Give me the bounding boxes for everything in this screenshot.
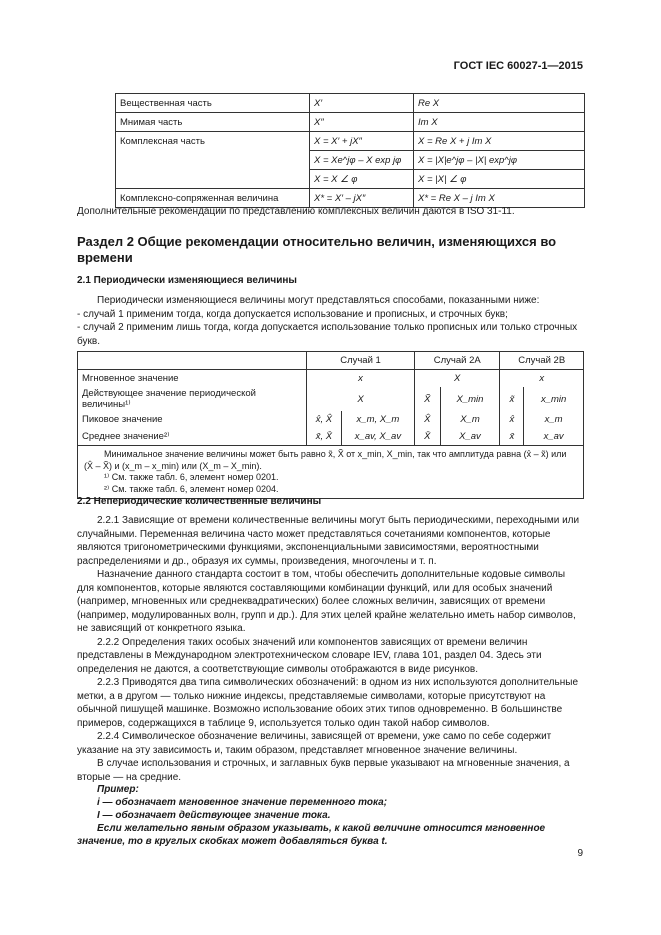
table-cell: X_m xyxy=(440,411,500,428)
table-cell: X = |X| ∠ φ xyxy=(414,170,585,189)
table-note xyxy=(78,446,584,499)
paragraph xyxy=(77,294,584,348)
table-cell: Re X xyxy=(414,94,585,113)
table-cell: Мгновенное значение xyxy=(78,370,307,388)
paragraph-text: 2.2.2 Определения таких особых значений или компонентов зависящих от времени величин представлены в Международном электротехническом словаре IEV, глава 101, раздел 04. Здесь эти определения не даются, а соответствующие символы отображаются в виде рисунков. xyxy=(77,636,542,675)
table-cell: X = X ∠ φ xyxy=(310,170,414,189)
table-cell: X* = Re X – j Im X xyxy=(414,189,585,208)
table-cell: X = |X|e^jφ – |X| exp^jφ xyxy=(414,151,585,170)
section-title: Раздел 2 Общие рекомендации относительно величин, изменяющихся во времени xyxy=(77,234,557,265)
table-cell: X̄ xyxy=(415,428,441,446)
table-cell: x_av, X_av xyxy=(341,428,414,446)
table-cell: Im X xyxy=(414,113,585,132)
table-cell xyxy=(116,151,310,170)
paragraph-text: 2.2.3 Приводятся два типа символических обозначений: в одном из них используются дополнительные метки, а в другом — только нижние индексы, представляемые символами, которые присутствуют на обычной пишущей машинке. Возможно использование обоих этих типов одновременно. В большинстве примеров, содержащихся в таблице 9, используется только один такой набор символов. xyxy=(77,677,579,729)
paragraph xyxy=(77,514,584,784)
table-cell: X = Xe^jφ – X exp jφ xyxy=(310,151,414,170)
table-cell: Комплексно-сопряженная величина xyxy=(116,189,310,208)
table-cell: x̃ xyxy=(500,387,524,411)
subsection-title: 2.1 Периодически изменяющиеся величины xyxy=(77,275,297,286)
example-line: i — обозначает мгновенное значение переменного тока; xyxy=(97,797,388,808)
table-cell xyxy=(116,170,310,189)
table-note-line: Минимальное значение величины может быть равно x̃, X̃ от x_min, X_min, так что амплитуда равна (x̂ – x̃) или (X̂ – X̃) и (x_m – x_min) или (X_m – X_min). xyxy=(84,449,567,471)
table-cell: x_av xyxy=(524,428,584,446)
table-cell: X* = X′ – jX″ xyxy=(310,189,414,208)
table-header: Случай 2В xyxy=(500,352,584,370)
table-cell: X_av xyxy=(440,428,500,446)
table-cell: X = Re X + j Im X xyxy=(414,132,585,151)
table-cell: x_m xyxy=(524,411,584,428)
paragraph-text: 2.2.1 Зависящие от времени количественные величины могут быть периодическими, переходными или случайными. Переменная величина часто может представляться сочетаниями компонентов, которые являются тригонометрическими функциями, экспоненциальными зависимостями, вероятностными распределениями и др., образуя их суммы, произведения, многочлены и т. п. xyxy=(77,515,580,567)
table-header: Случай 2А xyxy=(415,352,500,370)
table-footnote: ²⁾ См. также табл. 6, элемент номер 0204. xyxy=(104,483,279,494)
table-cell: X′ xyxy=(310,94,414,113)
table-cell: Среднее значение²⁾ xyxy=(78,428,307,446)
table-cell: X″ xyxy=(310,113,414,132)
table-cell: Пиковое значение xyxy=(78,411,307,428)
table-cell: x_min xyxy=(524,387,584,411)
table-cell: X̃ xyxy=(415,387,441,411)
table-cell: x xyxy=(307,370,415,388)
example-block xyxy=(77,783,584,848)
table-cell: Комплексная часть xyxy=(116,132,310,151)
table-cell: Вещественная часть xyxy=(116,94,310,113)
table-cell: x xyxy=(500,370,584,388)
example-label: Пример: xyxy=(97,784,139,795)
complex-table xyxy=(115,93,585,208)
table-header: Случай 1 xyxy=(307,352,415,370)
page-number: 9 xyxy=(577,848,583,859)
table-cell: x_m, X_m xyxy=(341,411,414,428)
document-header: ГОСТ IEC 60027-1—2015 xyxy=(453,60,583,72)
table-cell: X = X′ + jX″ xyxy=(310,132,414,151)
paragraph-text: 2.2.4 Символическое обозначение величины, зависящей от времени, уже само по себе содержит указание на эту зависимость и, таким образом, представляет мгновенное значение величины. xyxy=(77,731,552,756)
table-cell: Действующее значение периодической величины¹⁾ xyxy=(78,387,307,411)
table-cell: x̂ xyxy=(500,411,524,428)
table-footnote: ¹⁾ См. также табл. 6, элемент номер 0201. xyxy=(104,472,279,482)
paragraph-line: Периодически изменяющиеся величины могут представляться способами, показанными ниже: xyxy=(97,295,540,306)
table-cell: X̂ xyxy=(415,411,441,428)
table-cell: X_min xyxy=(440,387,500,411)
table-cell: x̄ xyxy=(500,428,524,446)
table-cell: X xyxy=(415,370,500,388)
paragraph: Дополнительные рекомендации по представлению комплексных величин даются в ISO 31-11. xyxy=(77,206,515,217)
paragraph-line: - случай 1 применим тогда, когда допускается использование и прописных, и строчных букв; xyxy=(77,308,508,320)
example-line: Если желательно явным образом указывать, к какой величине относится мгновенное значение, то в круглых скобках может добавляться буква t. xyxy=(77,823,546,847)
table-header xyxy=(78,352,307,370)
subsection-title: 2.2 Непериодические количественные величины xyxy=(77,496,322,507)
table-cell: x̂, X̂ xyxy=(307,411,342,428)
paragraph-text: В случае использования и строчных, и заглавных букв первые указывают на мгновенные значения, а вторые — на средние. xyxy=(77,758,570,783)
paragraph-text: Назначение данного стандарта состоит в том, чтобы обеспечить дополнительные кодовые символы для компонентов, которые являются составляющими комбинации функций, или для особых значений (например, мгновенных или среднеквадратических) более сложных величин, зависящих от времени (например, модулированных волн, групп и др.). Для этих целей крайне желательно иметь набор символов, не зависящий от конкретного языка. xyxy=(77,569,576,634)
table-cell: X xyxy=(307,387,415,411)
periodic-table xyxy=(77,351,584,499)
example-line: I — обозначает действующее значение тока. xyxy=(97,810,331,821)
table-cell: Мнимая часть xyxy=(116,113,310,132)
paragraph-line: - случай 2 применим лишь тогда, когда допускается использование только прописных или только строчных букв. xyxy=(77,322,578,347)
table-cell: x̄, X̄ xyxy=(307,428,342,446)
